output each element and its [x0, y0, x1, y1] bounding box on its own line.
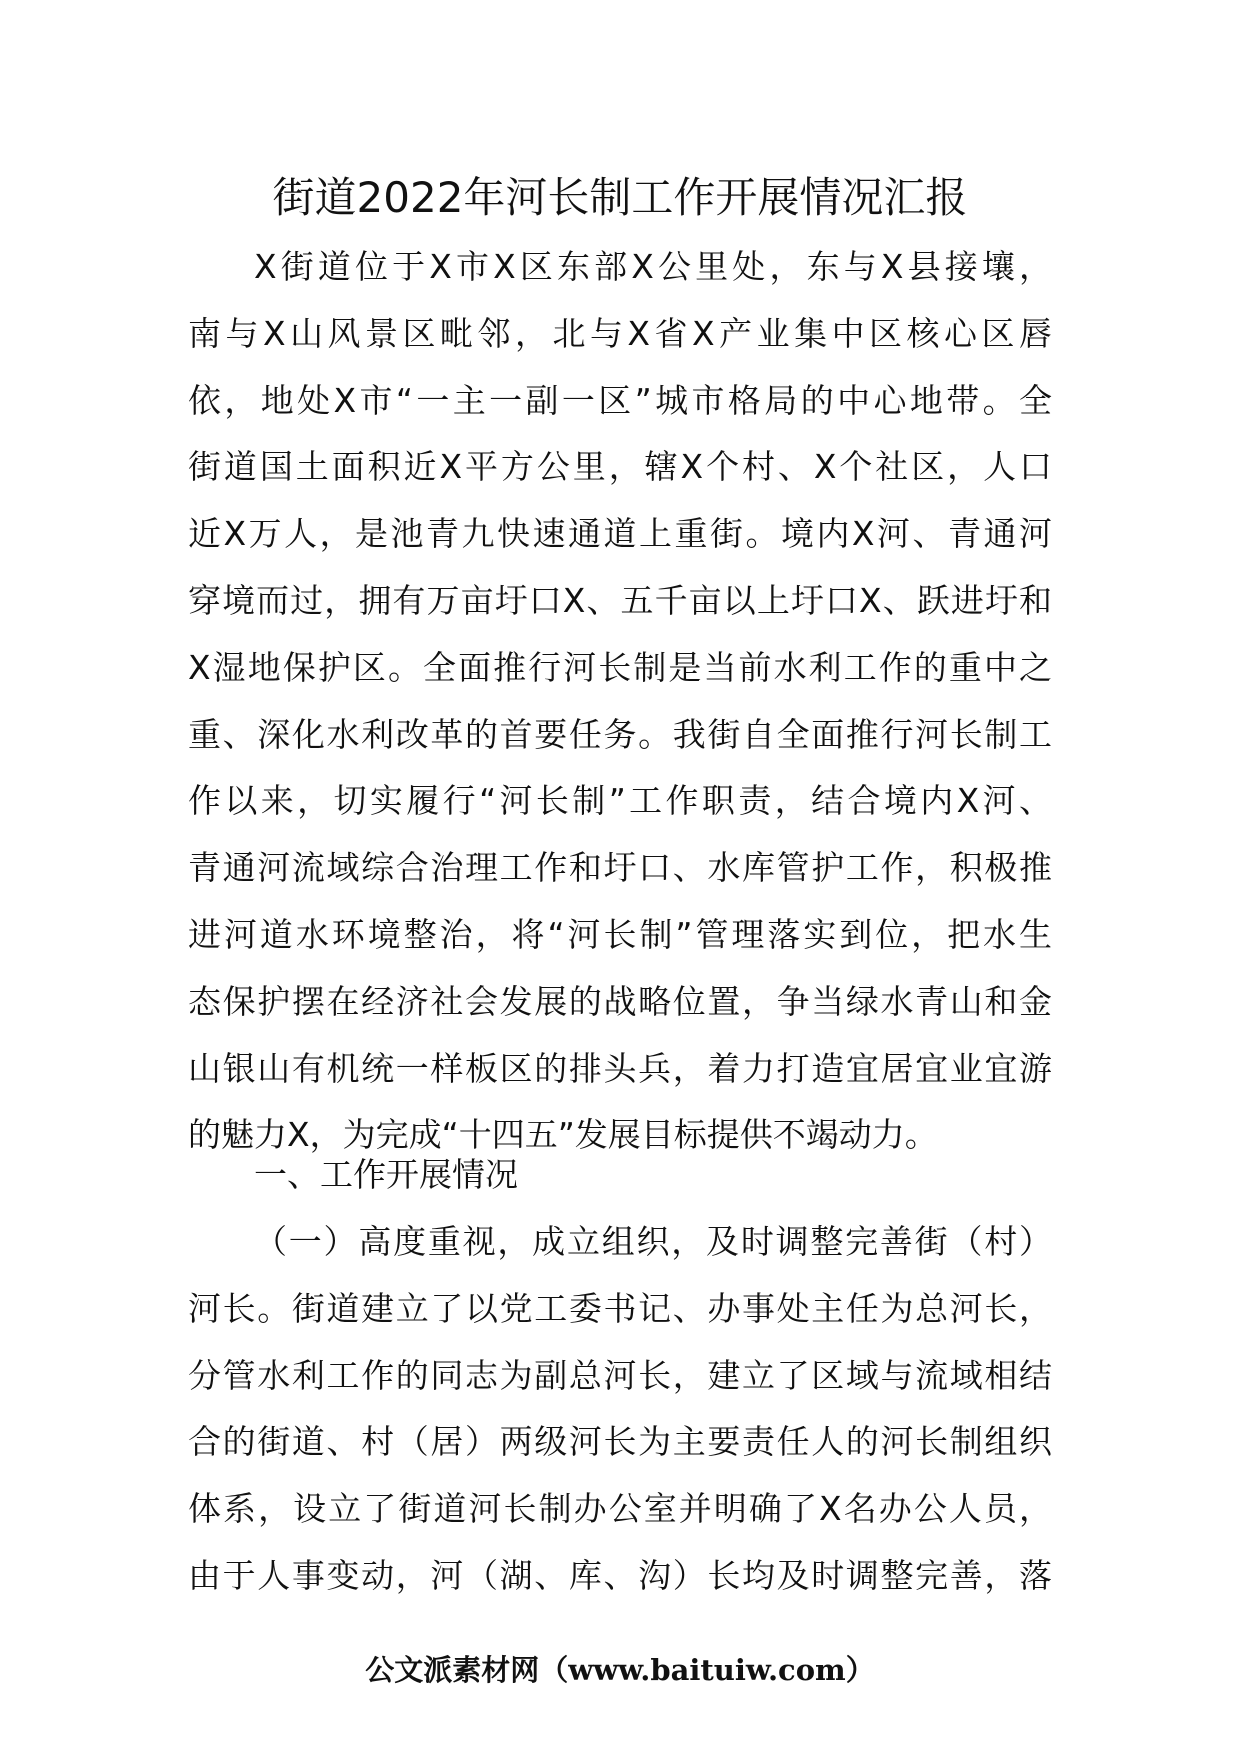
- footer-watermark: 公文派素材网（www.baituiw.com）: [365, 1653, 875, 1687]
- paragraph-line: X湿地保护区。全面推行河长制是当前水利工作的重中之: [188, 647, 1052, 687]
- section-1-paragraph: [188, 1209, 1052, 1610]
- paragraph-line: 作以来，切实履行“河长制”工作职责，结合境内X河、: [188, 781, 1052, 821]
- intro-paragraph: [188, 234, 1052, 1169]
- paragraph-line: 南与X山风景区毗邻，北与X省X产业集中区核心区唇: [188, 313, 1052, 353]
- paragraph-line: 分管水利工作的同志为副总河长，建立了区域与流域相结: [188, 1355, 1052, 1395]
- paragraph-line: 近X万人，是池青九快速通道上重街。境内X河、青通河: [188, 514, 1052, 554]
- section-heading: 一、工作开展情况: [254, 1155, 518, 1194]
- paragraph-line: 重、深化水利改革的首要任务。我街自全面推行河长制工: [188, 714, 1052, 754]
- paragraph-line: 由于人事变动，河（湖、库、沟）长均及时调整完善，落: [188, 1555, 1052, 1595]
- paragraph-line: 穿境而过，拥有万亩圩口X、五千亩以上圩口X、跃进圩和: [188, 580, 1052, 620]
- paragraph-line: X街道位于X市X区东部X公里处，东与X县接壤，: [254, 247, 1052, 286]
- paragraph-line: 依，地处X市“一主一副一区”城市格局的中心地带。全: [188, 380, 1052, 420]
- paragraph-line: 街道国土面积近X平方公里，辖X个村、X个社区，人口: [188, 447, 1052, 487]
- paragraph-line: 合的街道、村（居）两级河长为主要责任人的河长制组织: [188, 1422, 1052, 1462]
- paragraph-line: 河长。街道建立了以党工委书记、办事处主任为总河长，: [188, 1288, 1052, 1328]
- document-title: 街道2022年河长制工作开展情况汇报: [272, 173, 968, 222]
- paragraph-line: 青通河流域综合治理工作和圩口、水库管护工作，积极推: [188, 848, 1052, 888]
- paragraph-line: （一）高度重视，成立组织，及时调整完善街（村）: [254, 1222, 1052, 1261]
- paragraph-line: 体系，设立了街道河长制办公室并明确了X名办公人员，: [188, 1489, 1052, 1529]
- paragraph-line: 山银山有机统一样板区的排头兵，着力打造宜居宜业宜游: [188, 1048, 1052, 1088]
- paragraph-line: 的魅力X，为完成“十四五”发展目标提供不竭动力。: [188, 1115, 938, 1155]
- paragraph-line: 进河道水环境整治，将“河长制”管理落实到位，把水生: [188, 914, 1052, 954]
- paragraph-line: 态保护摆在经济社会发展的战略位置，争当绿水青山和金: [188, 981, 1052, 1021]
